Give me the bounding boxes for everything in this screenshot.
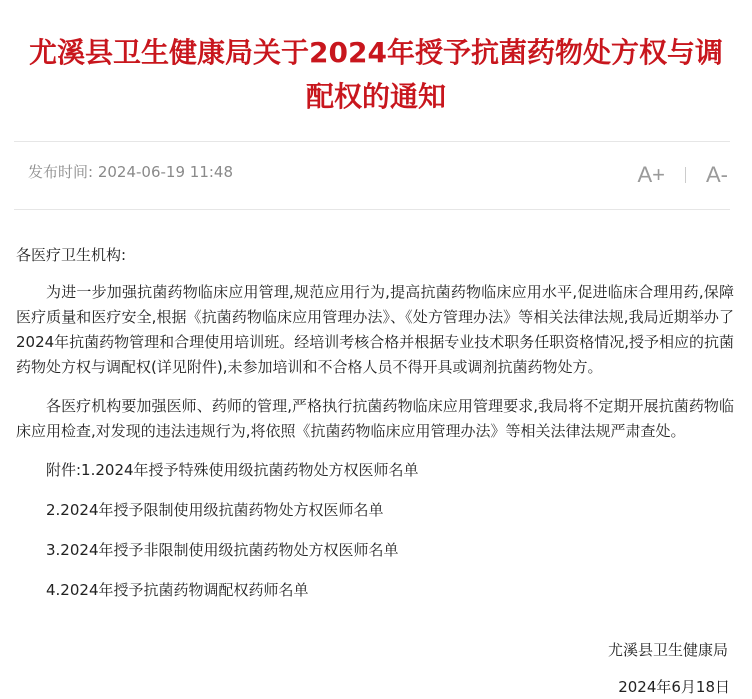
issuer-signature: 尤溪县卫生健康局 xyxy=(607,641,728,659)
header-divider xyxy=(14,141,730,142)
font-control-separator xyxy=(685,167,686,183)
salutation: 各医疗卫生机构: xyxy=(16,246,127,264)
issue-date: 2024年6月18日 xyxy=(618,678,730,696)
font-size-controls xyxy=(637,158,728,192)
attachment-item[interactable]: 4.2024年授予抗菌药物调配权药师名单 xyxy=(46,581,309,599)
paragraph: 各医疗机构要加强医师、药师的管理,严格执行抗菌药物临床应用管理要求,我局将不定期开展抗菌药物临床应用检查,对发现的违法违规行为,将依照《抗菌药物临床应用管理办法》等相关法律法规严肃查处。 xyxy=(16,397,734,440)
meta-divider xyxy=(14,209,730,210)
font-decrease-button[interactable]: A- xyxy=(706,162,728,187)
publish-label: 发布时间: xyxy=(28,163,94,181)
attachment-item[interactable]: 附件:1.2024年授予特殊使用级抗菌药物处方权医师名单 xyxy=(46,461,419,479)
font-increase-button[interactable]: A+ xyxy=(637,162,665,187)
article-meta xyxy=(28,158,728,198)
attachment-item[interactable]: 2.2024年授予限制使用级抗菌药物处方权医师名单 xyxy=(46,501,384,519)
publish-time: 2024-06-19 11:48 xyxy=(97,163,234,181)
paragraph: 为进一步加强抗菌药物临床应用管理,规范应用行为,提高抗菌药物临床应用水平,促进临床合理用药,保障医疗质量和医疗安全,根据《抗菌药物临床应用管理办法》、《处方管理办法》等相关法律法规,我局近期举办了2024年抗菌药物管理和合理使用培训班。经培训考核合格并根据专业技术职务任职资格情况,授予相应的抗菌药物处方权与调配权(详见附件),未参加培训和不合格人员不得开具或调剂抗菌药物处方。 xyxy=(16,283,734,376)
publish-info xyxy=(28,162,233,182)
page-title: 尤溪县卫生健康局关于2024年授予抗菌药物处方权与调配权的通知 xyxy=(29,35,723,113)
attachment-item[interactable]: 3.2024年授予非限制使用级抗菌药物处方权医师名单 xyxy=(46,541,399,559)
article-body xyxy=(16,243,734,618)
